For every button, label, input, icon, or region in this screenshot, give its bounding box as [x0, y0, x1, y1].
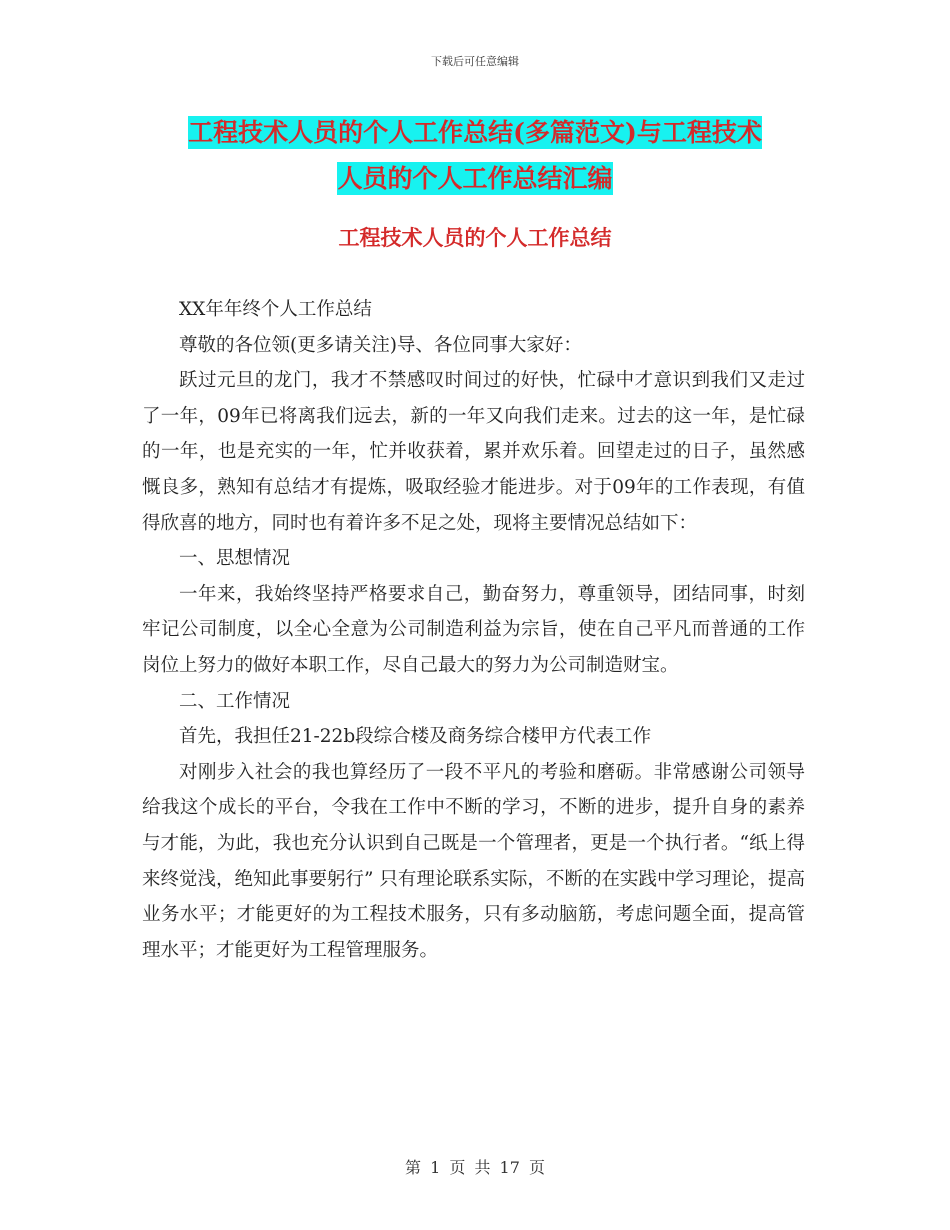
paragraph-work-first: 首先，我担任21-22b段综合楼及商务综合楼甲方代表工作 — [179, 726, 652, 748]
paragraph-thought-situation: 一年来，我始终坚持严格要求自己，勤奋努力，尊重领导，团结同事，时刻牢记公司制度，以全心全意为公司制造利益为宗旨，使在自己平凡而普通的工作岗位上努力的做好本职工作，尽自己最大的努力为公司制造财宝。 — [142, 583, 805, 676]
paragraph-greeting: 尊敬的各位领(更多请关注)导、各位同事大家好： — [179, 334, 582, 356]
paragraph-intro: 跃过元旦的龙门，我才不禁感叹时间过的好快，忙碌中才意识到我们又走过了一年，09年已将离我们远去，新的一年又向我们走来。过去的这一年，是忙碌的一年，也是充实的一年，忙并收获着，累并欢乐着。回望走过的日子，虽然感慨良多，熟知有总结才有提炼，吸取经验才能进步。对于09年的工作表现，有值得欣喜的地方，同时也有着许多不足之处，现将主要情况总结如下： — [142, 370, 805, 534]
paragraph-subtitle: XX年年终个人工作总结 — [179, 299, 372, 320]
section-title: 工程技术人员的个人工作总结 — [338, 225, 612, 250]
document-title-line-2: 人员的个人工作总结汇编 — [337, 164, 613, 193]
page-number-footer: 第 1 页 共 17 页 — [405, 1158, 545, 1177]
document-title — [0, 110, 950, 202]
page-header-note: 下载后可任意编辑 — [431, 55, 519, 68]
document-title-line-1: 工程技术人员的个人工作总结(多篇范文)与工程技术 — [188, 118, 762, 147]
document-body — [142, 292, 805, 968]
paragraph-work-detail: 对刚步入社会的我也算经历了一段不平凡的考验和磨砺。非常感谢公司领导给我这个成长的平台，令我在工作中不断的学习，不断的进步，提升自身的素养与才能，为此，我也充分认识到自己既是一个管理者，更是一个执行者。“纸上得来终觉浅，绝知此事要躬行” 只有理论联系实际，不断的在实践中学习理论，提高业务水平；才能更好的为工程技术服务，只有多动脑筋，考虑问题全面，提高管理水平；才能更好为工程管理服务。 — [142, 761, 805, 961]
heading-thought-situation: 一、思想情况 — [179, 548, 291, 570]
heading-work-situation: 二、工作情况 — [179, 690, 291, 712]
